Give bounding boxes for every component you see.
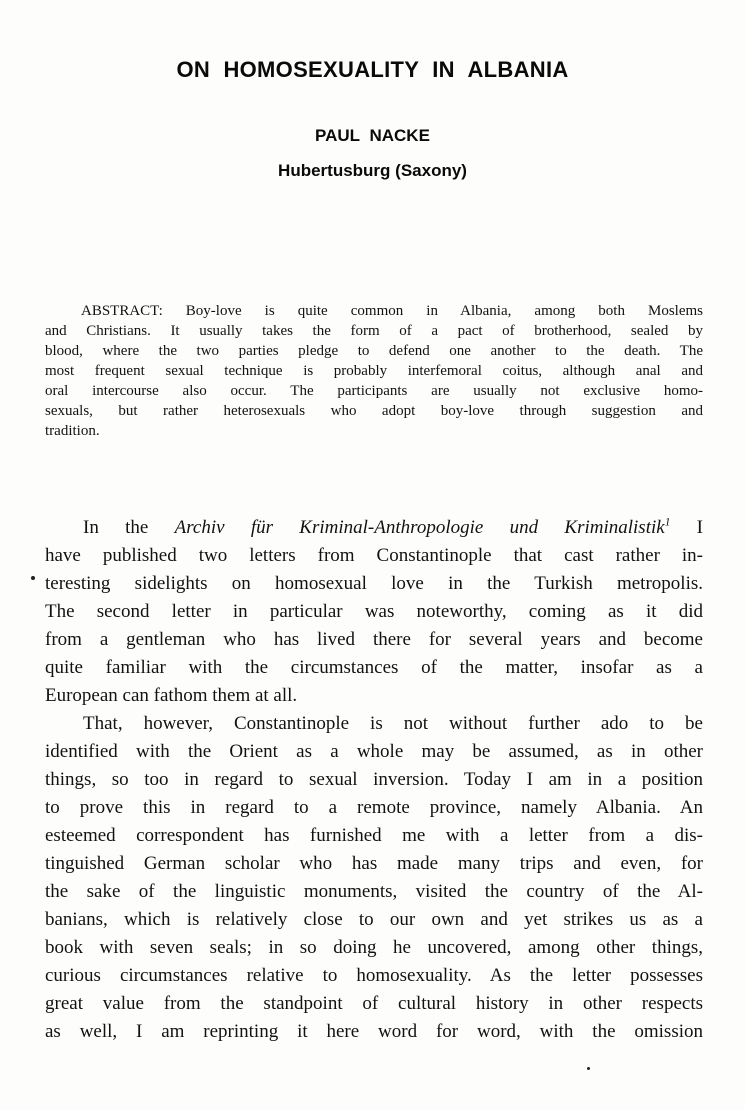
article-body — [45, 514, 703, 1046]
scan-speck — [587, 1067, 590, 1070]
text-line: and Christians. It usually takes the form of a pact of brotherhood, sealed by — [45, 323, 703, 339]
text-segment: Archiv für Kriminal-Anthropologie und Kriminalistik — [174, 517, 665, 538]
text-line: oral intercourse also occur. The participants are usually not exclusive homo- — [45, 383, 703, 399]
text-line: The second letter in particular was noteworthy, coming as it did — [45, 601, 703, 622]
body-paragraph — [45, 710, 703, 1046]
text-line: blood, where the two parties pledge to defend one another to the death. The — [45, 343, 703, 359]
author-affiliation: Hubertusburg (Saxony) — [278, 161, 467, 180]
text-line: great value from the standpoint of cultural history in other respects — [45, 993, 703, 1014]
text-segment: In the — [83, 517, 175, 538]
text-line: banians, which is relatively close to our own and yet strikes us as a — [45, 909, 703, 930]
text-line: That, however, Constantinople is not without further ado to be — [83, 713, 703, 734]
text-line: European can fathom them at all. — [45, 685, 298, 706]
body-paragraph — [45, 514, 703, 710]
text-line: quite familiar with the circumstances of the matter, insofar as a — [45, 657, 703, 678]
text-line: have published two letters from Constantinople that cast rather in- — [45, 545, 703, 566]
text-line — [45, 514, 703, 542]
text-segment: I — [670, 517, 704, 538]
abstract-paragraph — [45, 301, 703, 441]
text-line: esteemed correspondent has furnished me with a letter from a dis- — [45, 825, 703, 846]
text-line: ABSTRACT: Boy-love is quite common in Albania, among both Moslems — [81, 303, 703, 319]
text-line: tinguished German scholar who has made many trips and even, for — [45, 853, 703, 874]
text-line: curious circumstances relative to homosexuality. As the letter possesses — [45, 965, 703, 986]
page-title: ON HOMOSEXUALITY IN ALBANIA — [176, 57, 569, 82]
text-line: from a gentleman who has lived there for several years and become — [45, 629, 703, 650]
text-line: most frequent sexual technique is probably interfemoral coitus, although anal and — [45, 363, 703, 379]
text-line: things, so too in regard to sexual inversion. Today I am in a position — [45, 769, 703, 790]
text-line: as well, I am reprinting it here word for word, with the omission — [45, 1021, 703, 1042]
author-name: PAUL NACKE — [315, 126, 430, 145]
text-line: book with seven seals; in so doing he uncovered, among other things, — [45, 937, 703, 958]
text-line: teresting sidelights on homosexual love in the Turkish metropolis. — [45, 573, 703, 594]
text-line: tradition. — [45, 423, 100, 439]
footnote-marker: 1 — [664, 516, 671, 529]
text-line: the sake of the linguistic monuments, visited the country of the Al- — [45, 881, 703, 902]
scan-speck — [31, 576, 35, 580]
text-line: identified with the Orient as a whole may be assumed, as in other — [45, 741, 703, 762]
text-line: sexuals, but rather heterosexuals who adopt boy-love through suggestion and — [45, 403, 703, 419]
text-line: to prove this in regard to a remote province, namely Albania. An — [45, 797, 703, 818]
